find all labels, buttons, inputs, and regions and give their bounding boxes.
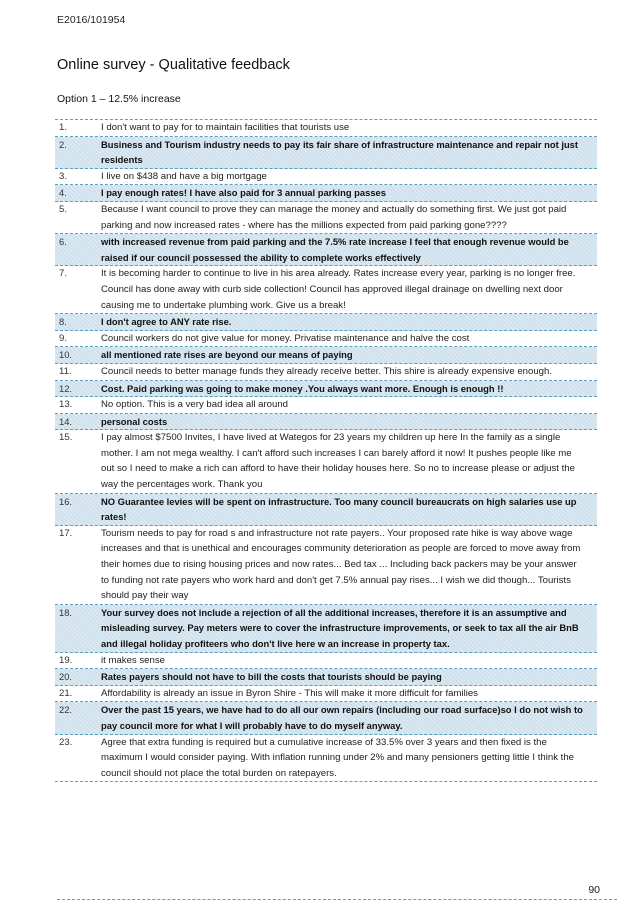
response-number: 23. bbox=[59, 736, 73, 748]
page-number: 90 bbox=[588, 884, 600, 896]
response-number: 16. bbox=[59, 495, 73, 507]
response-number: 13. bbox=[59, 399, 73, 411]
table-row bbox=[55, 266, 597, 314]
response-text: I live on $438 and have a big mortgage bbox=[101, 170, 267, 182]
response-number: 5. bbox=[59, 203, 68, 215]
response-text: I don't want to pay for to maintain facilities that tourists use bbox=[101, 122, 350, 133]
response-text: Business and Tourism industry needs to pay its fair share of infrastructure maintenance and repair not just residents bbox=[101, 138, 579, 166]
response-number: 17. bbox=[59, 527, 73, 539]
response-number: 4. bbox=[59, 187, 67, 199]
response-text: Agree that extra funding is required but a cumulative increase of 33.5% over 3 years and then fixed is the maximum I would consider paying. With inflation running under 2% and many pensioners getting little I think the council should not place the total burden on ratepayers. bbox=[101, 736, 575, 779]
response-number: 9. bbox=[59, 332, 68, 344]
document-reference: E2016/101954 bbox=[57, 14, 126, 26]
response-text: Cost. Paid parking was going to make money .You always want more. Enough is enough !! bbox=[101, 382, 504, 394]
response-number: 6. bbox=[59, 236, 67, 248]
table-row bbox=[55, 314, 597, 331]
response-text: No option. This is a very bad idea all around bbox=[101, 399, 289, 411]
table-row bbox=[55, 735, 597, 783]
table-row bbox=[55, 185, 597, 202]
table-row bbox=[55, 347, 597, 364]
table-row bbox=[55, 331, 597, 348]
table-row bbox=[55, 702, 597, 734]
response-number: 20. bbox=[59, 671, 73, 683]
table-row bbox=[55, 414, 597, 431]
table-row bbox=[55, 234, 597, 266]
table-row bbox=[55, 169, 597, 186]
response-number: 15. bbox=[59, 432, 73, 444]
table-row bbox=[55, 605, 597, 653]
response-text: Affordability is already an issue in Byron Shire - This will make it more difficult for families bbox=[101, 687, 478, 699]
option-subtitle: Option 1 – 12.5% increase bbox=[57, 93, 181, 105]
response-text: all mentioned rate rises are beyond our means of paying bbox=[101, 349, 353, 361]
table-row bbox=[55, 653, 597, 670]
table-row bbox=[55, 430, 597, 493]
response-text: I don't agree to ANY rate rise. bbox=[101, 316, 232, 328]
response-text: it makes sense bbox=[101, 654, 165, 666]
table-row bbox=[55, 120, 597, 137]
table-row bbox=[55, 364, 597, 381]
table-row bbox=[55, 381, 597, 398]
response-text: NO Guarantee levies will be spent on infrastructure. Too many council bureaucrats on high salaries use up rates! bbox=[101, 495, 577, 523]
response-number: 19. bbox=[59, 654, 73, 666]
table-row bbox=[55, 526, 597, 605]
response-text: I pay almost $7500 Invites, I have lived at Wategos for 23 years my children up here In the family as a single mother. I am not mega wealthy. I can't afford such increases I can barely afford it now! It pushes people like me out so I need to make a rich can afford to have their holiday houses here. So no to increase please or adjust the way the percentages work. Thank you bbox=[101, 432, 575, 491]
response-number: 2. bbox=[59, 138, 67, 150]
response-number: 22. bbox=[59, 704, 73, 716]
response-text: Your survey does not include a rejection of all the additional increases, therefore it is an assumptive and misleading survey. Pay meters were to cover the infrastructure improvements, or seek to tax all the air BnB and illegal holiday profiteers who don't live here w an increase in property tax. bbox=[101, 606, 579, 649]
response-text: Council needs to better manage funds they already receive better. This shire is already expensive enough. bbox=[101, 365, 552, 377]
response-number: 3. bbox=[59, 170, 68, 182]
response-number: 10. bbox=[59, 349, 73, 361]
table-row bbox=[55, 669, 597, 686]
response-number: 11. bbox=[59, 365, 72, 377]
table-row bbox=[55, 397, 597, 414]
response-number: 14. bbox=[59, 415, 73, 427]
response-text: Because I want council to prove they can manage the money and actually do something first. We just got paid parking and now increased rates - where has the millions expected from paid parking gone???? bbox=[101, 203, 567, 231]
table-row bbox=[55, 202, 597, 234]
response-text: It is becoming harder to continue to live in his area already. Rates increase every year, parking is no longer free. Council has done away with curb side collection! Council has approved illegal drainage on dwelling next door causing me to undertake plumbing work. Give us a break! bbox=[101, 268, 576, 311]
response-number: 21. bbox=[59, 687, 73, 699]
footer-divider bbox=[57, 899, 617, 900]
response-number: 8. bbox=[59, 316, 67, 328]
response-number: 12. bbox=[59, 382, 73, 394]
table-row bbox=[55, 137, 597, 169]
response-text: with increased revenue from paid parking and the 7.5% rate increase I feel that enough revenue would be raised if our council possessed the ability to complete works effectively bbox=[101, 236, 569, 263]
response-number: 18. bbox=[59, 606, 73, 618]
response-number: 1. bbox=[59, 122, 68, 133]
response-text: I pay enough rates! I have also paid for 3 annual parking passes bbox=[101, 187, 386, 199]
feedback-table bbox=[55, 119, 597, 782]
page-title: Online survey - Qualitative feedback bbox=[57, 57, 290, 73]
response-text: Tourism needs to pay for road s and infrastructure not rate payers.. Your proposed rate hike is way above wage increases and that is unethical and encourages community deterioration as people are forced to move away from their homes due to rising housing prices and now rates... Bed tax ... Including back packers may be your answer to funding not rate payers who work hard and don't get 7.5% annual pay rises... I wish we did though... Tourists should pay their way bbox=[101, 527, 581, 602]
table-row bbox=[55, 686, 597, 703]
response-text: Council workers do not give value for money. Privatise maintenance and halve the cost bbox=[101, 332, 470, 344]
response-text: Rates payers should not have to bill the costs that tourists should be paying bbox=[101, 671, 442, 683]
response-number: 7. bbox=[59, 268, 68, 280]
table-row bbox=[55, 494, 597, 526]
response-text: personal costs bbox=[101, 415, 168, 427]
response-text: Over the past 15 years, we have had to do all our own repairs (including our road surface)so I do not wish to pay council more for what I will probably have to do myself anyway. bbox=[101, 704, 583, 731]
